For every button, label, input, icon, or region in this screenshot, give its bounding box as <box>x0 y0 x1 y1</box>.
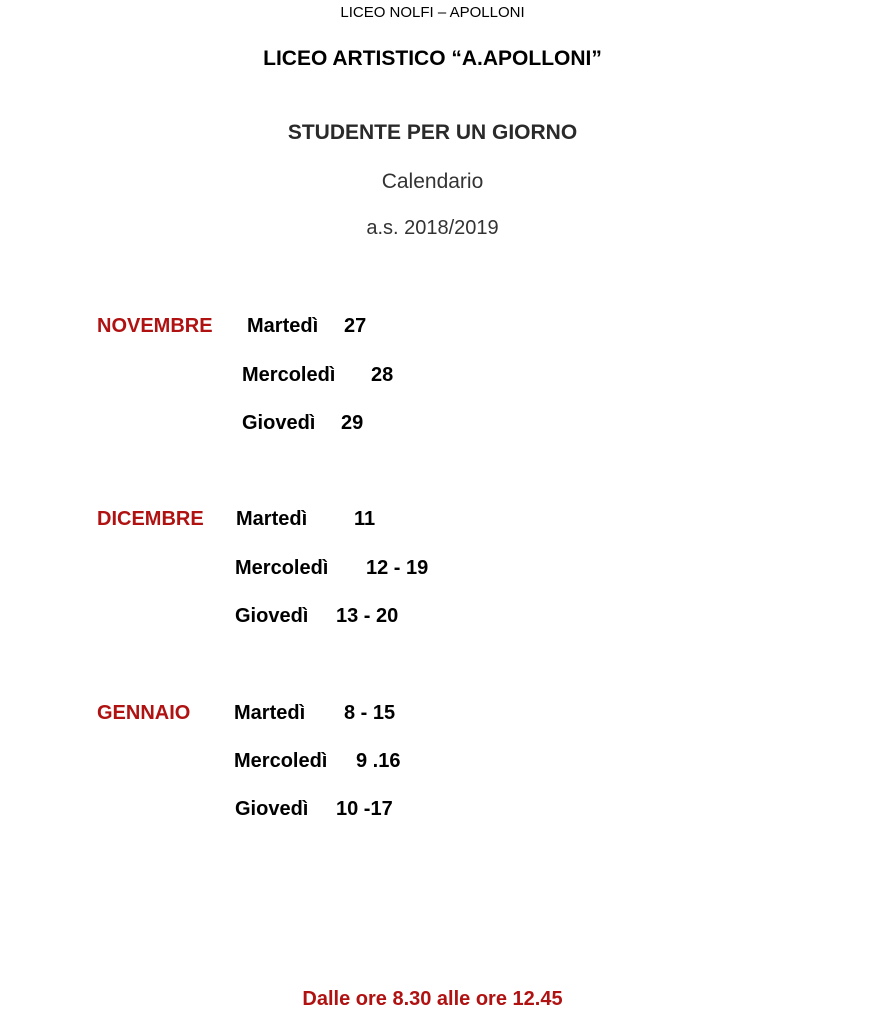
month-label: DICEMBRE <box>97 508 204 530</box>
school-year: a.s. 2018/2019 <box>366 217 499 239</box>
date-values: 28 <box>371 364 394 386</box>
date-values: 11 <box>354 508 376 530</box>
weekday-label: Giovedì <box>235 605 309 627</box>
weekday-label: Giovedì <box>242 412 316 434</box>
weekday-label: Martedì <box>236 508 308 530</box>
date-values: 29 <box>341 412 364 434</box>
date-values: 10 -17 <box>336 798 393 820</box>
date-values: 27 <box>344 315 367 337</box>
school-title: LICEO ARTISTICO “A.APOLLONI” <box>263 47 602 70</box>
event-title: STUDENTE PER UN GIORNO <box>287 121 578 144</box>
month-label: GENNAIO <box>97 702 191 724</box>
weekday-label: Mercoledì <box>242 364 336 386</box>
weekday-label: Martedì <box>234 702 306 724</box>
weekday-label: Mercoledì <box>234 750 328 772</box>
calendar-subtitle: Calendario <box>381 170 484 193</box>
month-label: NOVEMBRE <box>97 315 213 337</box>
weekday-label: Mercoledì <box>235 557 329 579</box>
weekday-label: Giovedì <box>235 798 309 820</box>
opening-hours: Dalle ore 8.30 alle ore 12.45 <box>302 988 563 1010</box>
date-values: 13 - 20 <box>336 605 399 627</box>
date-values: 9 .16 <box>356 750 401 772</box>
date-values: 8 - 15 <box>344 702 396 724</box>
weekday-label: Martedì <box>247 315 319 337</box>
institute-header: LICEO NOLFI – APOLLONI <box>340 4 525 21</box>
date-values: 12 - 19 <box>366 557 429 579</box>
